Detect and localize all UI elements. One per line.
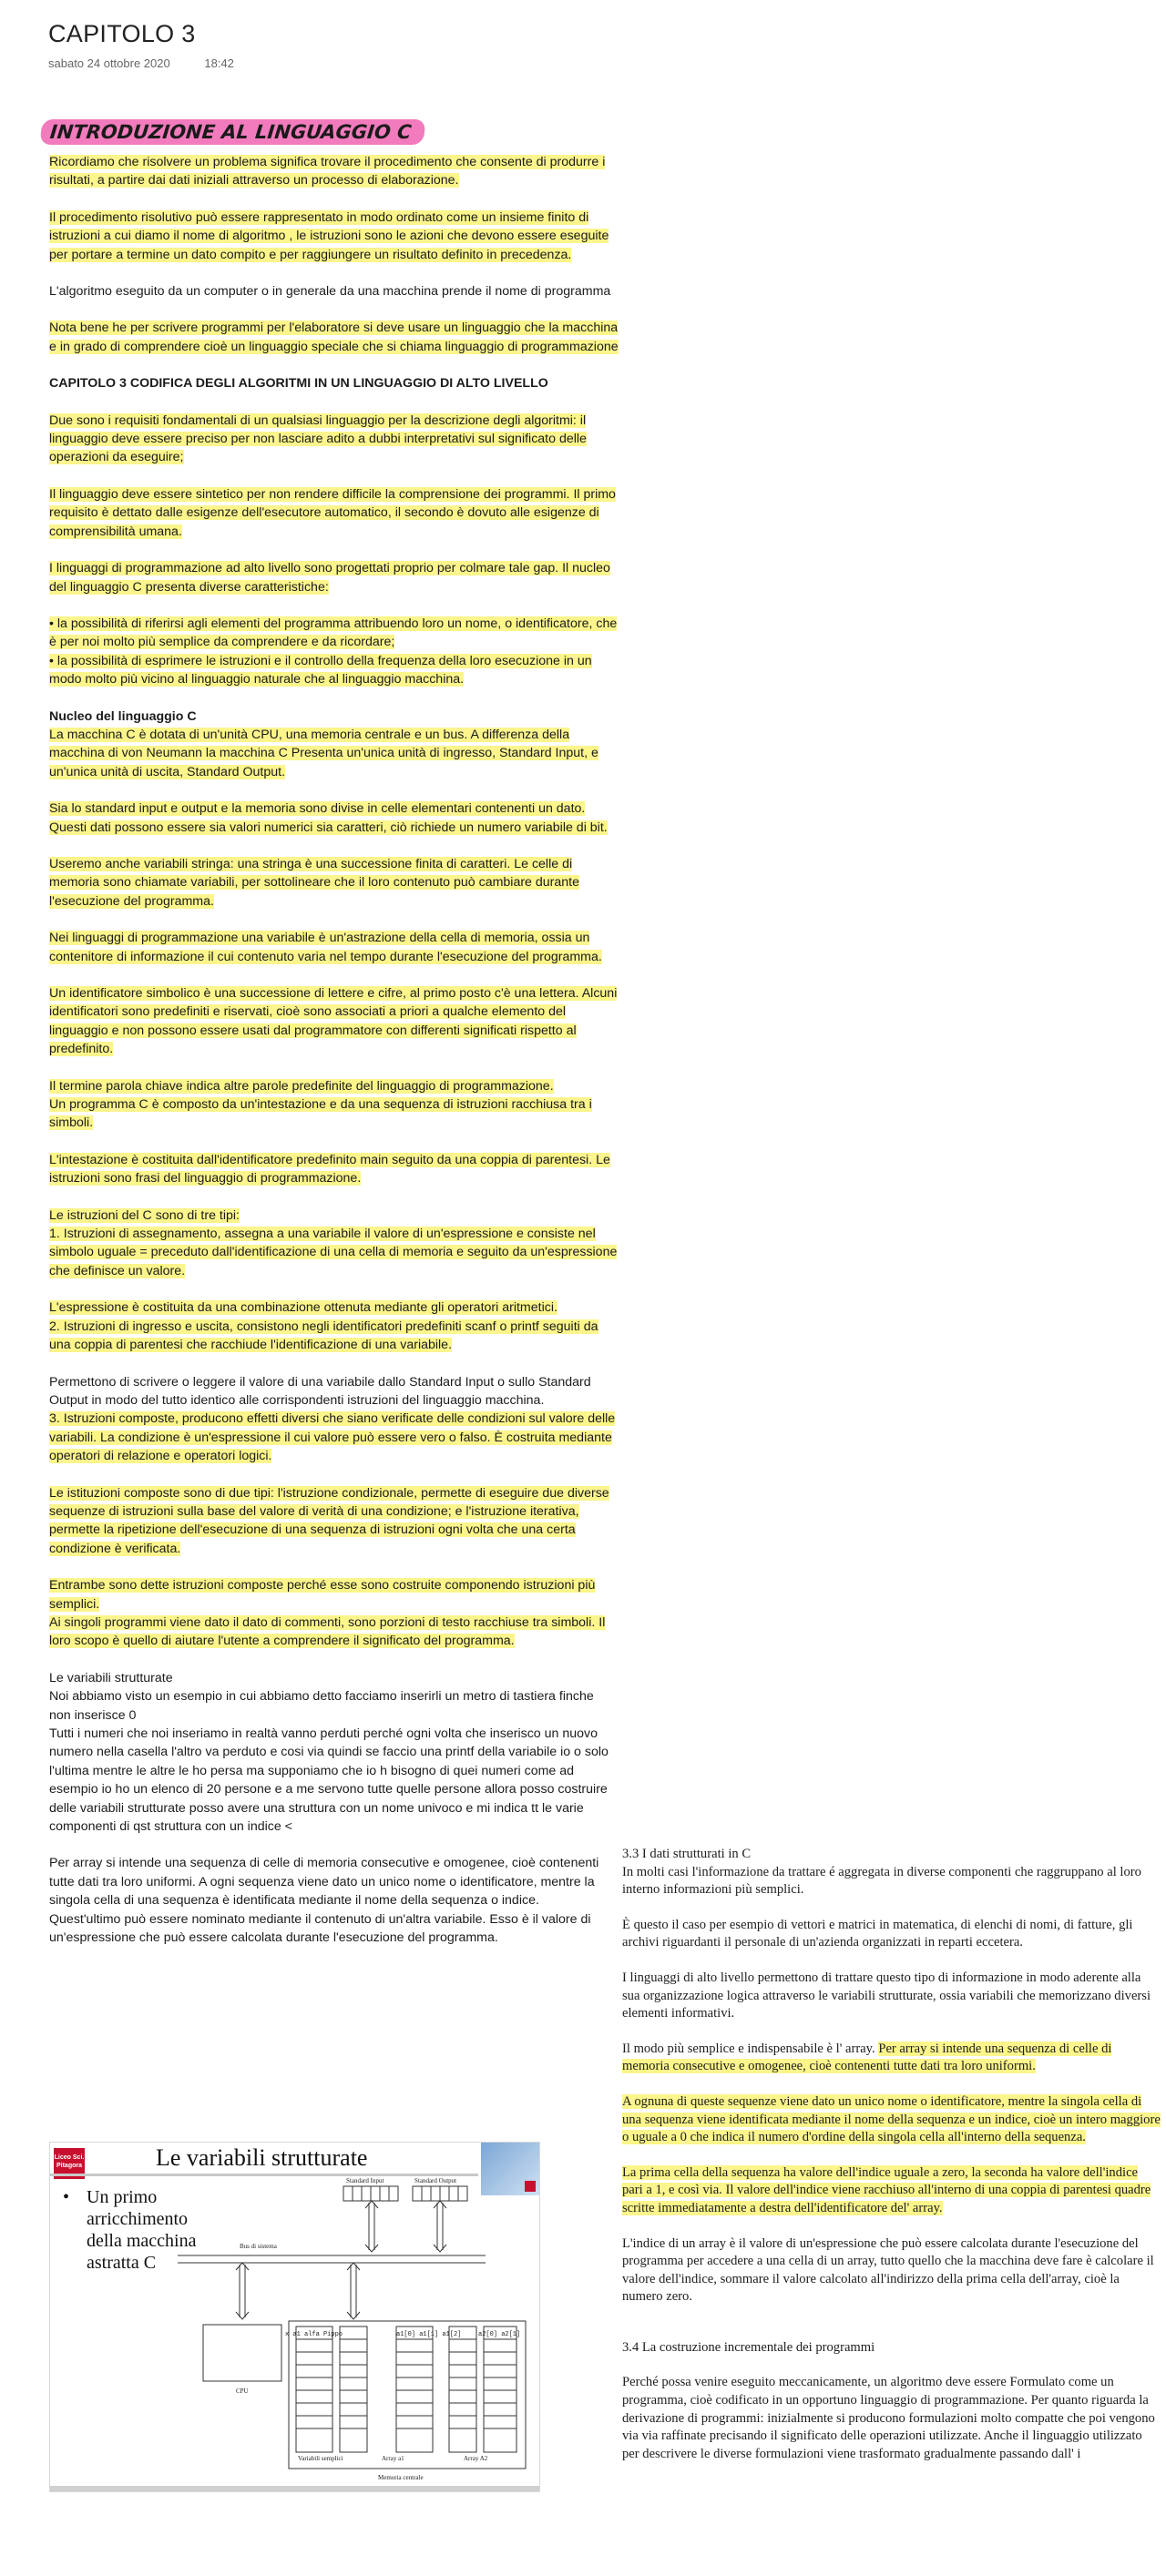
bullet-item: • la possibilità di esprimere le istruzioni e il controllo della frequenza della loro esecuzione in un modo molto più vicino al linguaggio naturale che al linguaggio macchina. (49, 653, 592, 687)
paragraph-highlight: Per array si intende una sequenza di celle di memoria consecutive e omogenee, cioè contenenti tutte dati tra loro uniformi. (622, 2041, 1112, 2074)
section-heading: 3.4 La costruzione incrementale dei programmi (622, 2339, 875, 2355)
io-arrows (365, 2201, 446, 2252)
simple-vars-label: Variabili semplici (298, 2455, 343, 2462)
paragraph: Le istituzioni composte sono di due tipi: l'istruzione condizionale, permette di eseguire due diverse sequenze di istruzioni sulla base del valore di verità di una condizione; e l'istruzione iterativa, permette la ripetizione dell'esecuzione di una sequenza di istruzioni ogni volta che una certa condizione è verificata. (49, 1485, 609, 1556)
paragraph: La macchina C è dotata di un'unità CPU, una memoria centrale e un bus. A differenza della macchina di von Neumann la macchina C Presenta un'unica unità di ingresso, Standard Input, e un'unica unità di uscita, Standard Output. (49, 727, 598, 779)
paragraph: I linguaggi di programmazione ad alto livello sono progettati proprio per colmare tale gap. Il nucleo del linguaggio C presenta diverse caratteristiche: (49, 561, 610, 595)
memory-box (289, 2321, 526, 2469)
paragraph: Perché possa venire eseguito meccanicamente, un algoritmo deve essere Formulato come un programma, cioè codificato in un opportuno linguaggio di programmazione. Per quanto riguarda la derivazione di programmi: inizialmente si producono formulazioni molto compatte che poi vengono via via raffinate precisando il significato delle operazioni utilizzate. Anche il linguaggio utilizzato per descrivere le diverse formulazioni viene trasformato gradualmente passando dall' i (622, 2375, 1155, 2461)
paragraph: Le istruzioni del C sono di tre tipi: (49, 1207, 240, 1223)
left-column (49, 153, 619, 1965)
std-input-box (343, 2186, 398, 2201)
section-heading: Nucleo del linguaggio C (49, 708, 197, 724)
paragraph: L'algoritmo eseguito da un computer o in generale da una macchina prende il nome di programma (49, 284, 611, 300)
paragraph: Per array si intende una sequenza di celle di memoria consecutive e omogenee, cioè contenenti tutte dati tra loro uniformi. A ogni sequenza viene dato un unico nome o identificatore, mentre la singola cella di una sequenza è identificata mediante il nome della sequenza o indice. (49, 1856, 599, 1909)
paragraph: Noi abbiamo visto un esempio in cui abbiamo detto facciamo inserirli un metro di tastiera finche non inserisce 0 (49, 1689, 594, 1723)
paragraph: La prima cella della sequenza ha valore dell'indice uguale a zero, la seconda ha valore dell'indice pari a 1, e così via. Il valore dell'indice viene racchiuso all'interno di una coppia di parentesi quadre scritte immediatamente a destra dell'identificatore del' array. (622, 2164, 1151, 2215)
intro-heading: INTRODUZIONE AL LINGUAGGIO C (40, 119, 425, 145)
paragraph: A ognuna di queste sequenze viene dato un unico nome o identificatore, mentre la singola cella di una sequenza viene identificata mediante il nome della sequenza e un indice, cioè un intero maggiore o uguale a 0 che indica il numero d'ordine della singola cella all'interno della sequenza. (622, 2093, 1161, 2145)
page-title: CAPITOLO 3 (48, 20, 196, 47)
paragraph: 1. Istruzioni di assegnamento, assegna a una variabile il valore di un'espressione e consiste nel simbolo uguale = preceduto dall'identificazione di una cella di memoria e seguito da un'espressione che definisce un valore. (49, 1227, 618, 1278)
std-output-label: Standard Output (414, 2177, 457, 2184)
memory-columns (296, 2327, 517, 2452)
paragraph: Ai singoli programmi viene dato il dato di commenti, sono porzioni di testo racchiuse tra simboli. Il loro scopo è quello di aiutare l'utente a comprendere il significato del programma. (49, 1614, 606, 1649)
paragraph: Due sono i requisiti fondamentali di un qualsiasi linguaggio per la descrizione degli algoritmi: il linguaggio deve essere preciso per non lasciare adito a dubbi interpretativi sul significato delle operazioni da eseguire; (49, 412, 587, 465)
page-time: 18:42 (204, 56, 234, 70)
paragraph: Quest'ultimo può essere nominato mediante il contenuto di un'altra variabile. Esso è il valore di un'espressione che può essere calcolata durante l'esecuzione del programma. (49, 1911, 591, 1946)
paragraph: Permettono di scrivere o leggere il valore di una variabile dallo Standard Input o sullo Standard Output in modo del tutto identico alle corrispondenti istruzioni del linguaggio macchina. (49, 1374, 591, 1408)
memory-label: Memoria centrale (378, 2474, 424, 2481)
paragraph: 3. Istruzioni composte, producono effetti diversi che siano verificate delle condizioni sul valore delle variabili. La condizione è un'espressione il cui valore può essere vero o falso. È costruita mediante operatori di relazione e operatori logici. (49, 1411, 616, 1464)
cpu-label: CPU (236, 2388, 249, 2395)
paragraph: Nota bene he per scrivere programmi per l'elaboratore si deve usare un linguaggio che la macchina e in grado di comprendere cioè un linguaggio speciale che si chiama linguaggio di programmazione (49, 321, 619, 354)
paragraph: I linguaggi di alto livello permettono di trattare questo tipo di informazione in modo aderente alla sua organizzazione logica attraverso le variabili strutturate, ossia variabili che memorizzano diversi elementi informativi. (622, 1970, 1151, 2021)
bullet-item: • la possibilità di riferirsi agli elementi del programma attribuendo loro un nome, o identificatore, che è per noi molto più semplice da comprendere e da ricordare; (49, 616, 618, 650)
array-a2-label: Array A2 (464, 2455, 488, 2462)
bus-arrows (236, 2263, 360, 2319)
embedded-slide-image (49, 2142, 540, 2492)
paragraph: Il termine parola chiave indica altre parole predefinite del linguaggio di programmazione. (49, 1078, 554, 1094)
paragraph: Tutti i numeri che noi inseriamo in realtà vanno perduti perché ogni volta che inserisco un nuovo numero nella casella l'altro va perduto e cosi via quindi se faccio una printf della variabile io o solo l'ultima mentre le altre le ho persa ma supponiamo che io h bisogno di quei numeri come ad esempio io ho un elenco di 20 persone e a me servono tutte quelle persone allora posso costruire delle variabili strutturate posso avere una struttura con un nome univoco e mi indica tt le varie componenti di qst struttura con un indice < (49, 1726, 609, 1835)
std-output-box (413, 2186, 467, 2201)
paragraph: Sia lo standard input e output e la memoria sono divise in celle elementari contenenti un dato. (49, 801, 586, 817)
slide-bullet: • Un primo arricchimento della macchina astratta C (63, 2186, 209, 2274)
page-date: sabato 24 ottobre 2020 (48, 56, 170, 70)
paragraph: Il procedimento risolutivo può essere rappresentato in modo ordinato come un insieme finito di istruzioni a cui diamo il nome di algoritmo , le istruzioni sono le azioni che devono essere eseguite per portare a termine un dato compito e per raggiungere un risultato definito in precedenza. (49, 209, 609, 262)
slide-bullet-text: Un primo arricchimento della macchina astratta C (87, 2187, 197, 2273)
paragraph: L'espressione è costituita da una combinazione ottenuta mediante gli operatori aritmetici. (49, 1300, 557, 1316)
paragraph: Useremo anche variabili stringa: una stringa è una successione finita di caratteri. Le celle di memoria sono chiamate variabili, per sottolineare che il loro contenuto può cambiare durante l'esecuzione del programma. (49, 856, 580, 909)
page-timestamp (48, 56, 234, 70)
cpu-box (203, 2325, 281, 2381)
paragraph: Nei linguaggi di programmazione una variabile è un'astrazione della cella di memoria, ossia un contenitore di informazione il cui contenuto varia nel tempo durante l'esecuzione del programma. (49, 931, 602, 964)
system-bus (178, 2255, 486, 2263)
school-logo: Liceo Sci. Pitagora (54, 2148, 85, 2179)
paragraph: 2. Istruzioni di ingresso e uscita, consistono negli identificatori predefiniti scanf o printf seguiti da una coppia di parentesi che racchiude l'identificazione di una variabile. (49, 1319, 598, 1353)
paragraph: Ricordiamo che risolvere un problema significa trovare il procedimento che consente di produrre i risultati, a partire dai dati iniziali attraverso un processo di elaborazione. (49, 155, 606, 188)
slide-title: Le variabili strutturate (156, 2144, 368, 2171)
paragraph: In molti casi l'informazione da trattare é aggregata in diverse componenti che raggruppano al loro interno informazioni più semplici. (622, 1864, 1141, 1898)
paragraph: L'indice di un array è il valore di un'espressione che può essere calcolata durante l'esecuzione del programma per accedere a una cella di un array, tutto quello che la macchina deve fare è calcolare il valore dell'indice, sommare il valore calcolato all'indirizzo della prima cella dell'array, cioè la numero zero. (622, 2235, 1154, 2305)
machine-diagram (50, 2143, 539, 2491)
paragraph: Un identificatore simbolico è una successione di lettere e cifre, al primo posto c'è una lettera. Alcuni identificatori sono predefiniti e riservati, cioè sono associati a priori a qualche elemento del linguaggio e non possono essere usati dal programmatore con differenti significati rispetto al predefinito. (49, 986, 618, 1057)
cells-simple-label: x a1 alfa Pippo (285, 2331, 343, 2338)
paragraph: Entrambe sono dette istruzioni composte perché esse sono costruite componendo istruzioni più semplici. (49, 1578, 596, 1612)
std-input-label: Standard Input (346, 2177, 384, 2184)
paragraph: L'intestazione è costituita dall'identificatore predefinito main seguito da una coppia di parentesi. Le istruzioni sono frasi del linguaggio di programmazione. (49, 1152, 610, 1186)
bus-label: Bus di sistema (240, 2243, 277, 2250)
paragraph: Questi dati possono essere sia valori numerici sia caratteri, ciò richiede un numero variabile di bit. (49, 820, 608, 835)
paragraph: Un programma C è composto da un'intestazione e da una sequenza di istruzioni racchiusa tra i simboli. (49, 1097, 592, 1131)
right-column (622, 1846, 1161, 2480)
paragraph: Il linguaggio deve essere sintetico per non rendere difficile la comprensione dei programmi. Il primo requisito è dettato dalle esigenze dell'esecutore automatico, il secondo è dovuto alle esigenze di comprensibilità umana. (49, 486, 616, 539)
paragraph: Le variabili strutturate (49, 1670, 173, 1685)
paragraph: Il modo più semplice e indispensabile è l' array. (622, 2041, 879, 2056)
paragraph: È questo il caso per esempio di vettori e matrici in matematica, di elenchi di nomi, di fatture, gli archivi riguardanti il personale di un'azienda organizzati in reparti eccetera. (622, 1917, 1133, 1950)
cells-a2-label: a2[0] a2[1] (478, 2331, 521, 2338)
section-heading: CAPITOLO 3 CODIFICA DEGLI ALGORITMI IN UN LINGUAGGIO DI ALTO LIVELLO (49, 376, 548, 392)
slide-footer-bar (50, 2486, 539, 2491)
section-heading: 3.3 I dati strutturati in C (622, 1847, 752, 1861)
cells-a1-label: a1[0] a1[1] a1[2] (396, 2331, 462, 2338)
array-a1-label: Array a1 (382, 2455, 404, 2462)
